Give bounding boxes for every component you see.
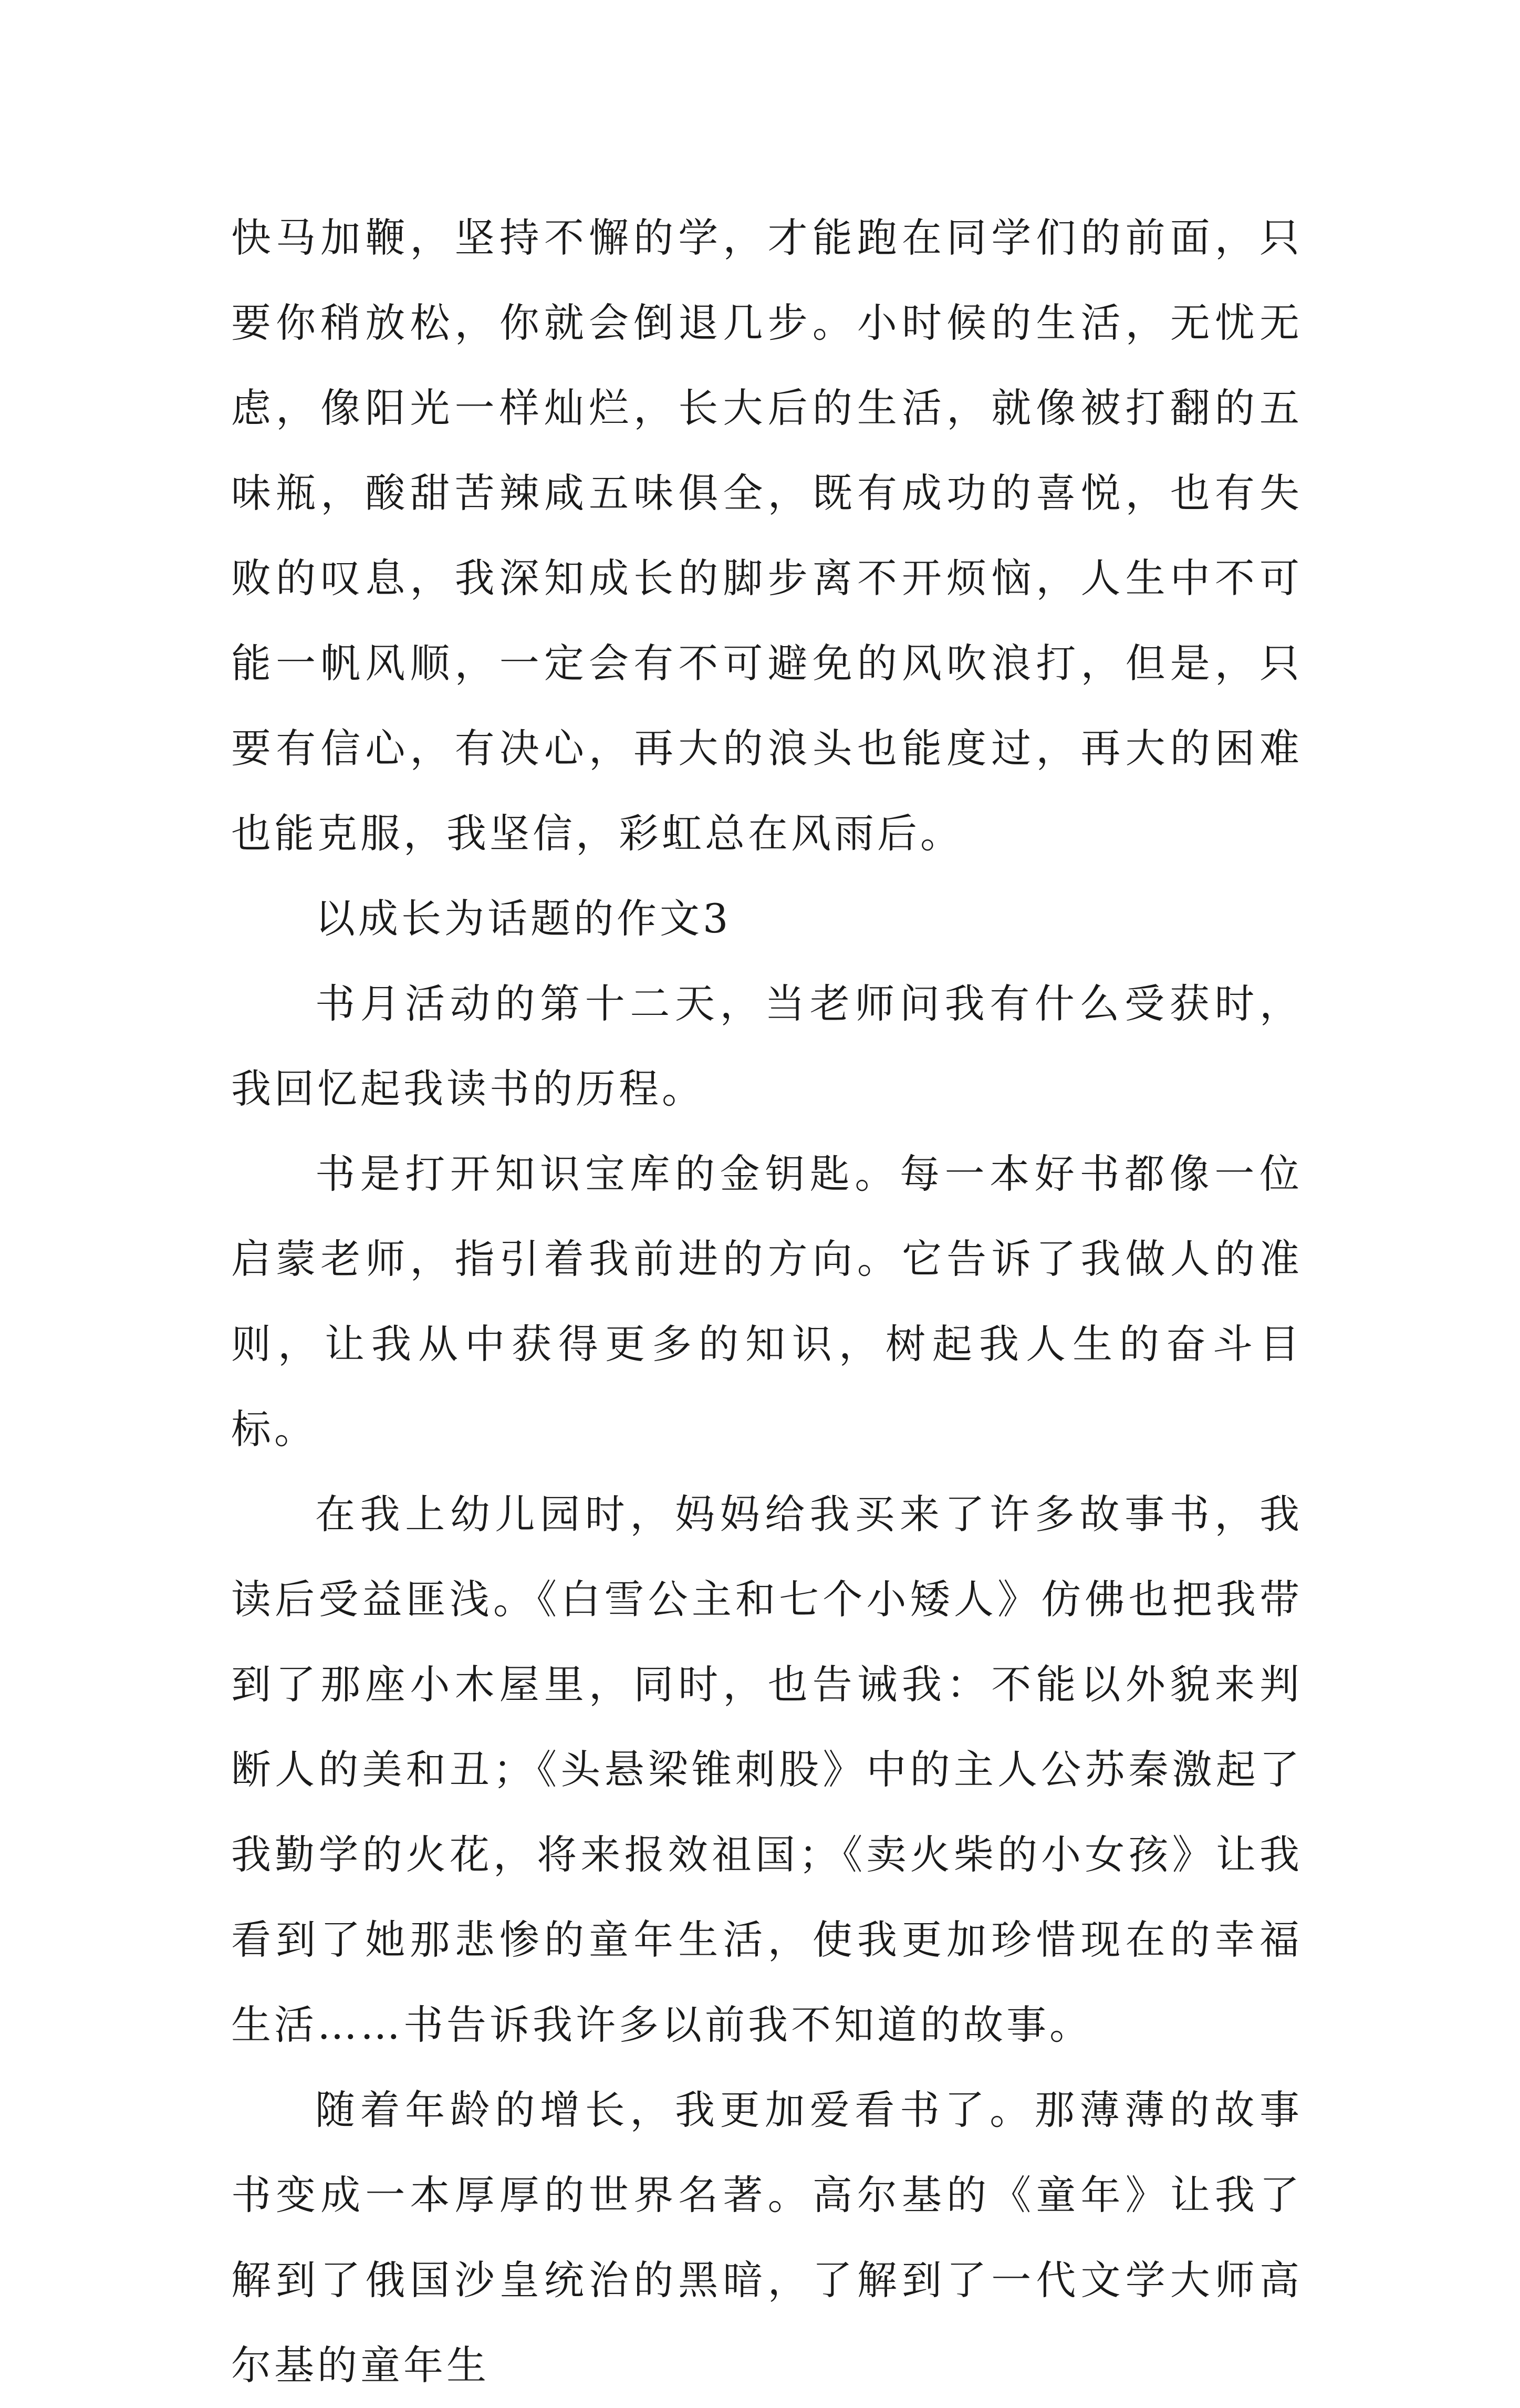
paragraph: 随着年龄的增长，我更加爱看书了。那薄薄的故事书变成一本厚厚的世界名著。高尔基的《童年》让我了解到了俄国沙皇统治的黑暗，了解到了一代文学大师高尔基的童年生 [231, 2087, 1303, 2389]
paragraph: 书是打开知识宝库的金钥匙。每一本好书都像一位启蒙老师，指引着我前进的方向。它告诉了我做人的准则，让我从中获得更多的知识，树起我人生的奋斗目标。 [231, 1150, 1303, 1452]
section-heading: 以成长为话题的作文3 [315, 895, 732, 942]
document-body [231, 195, 1303, 2408]
paragraph-continuation: 快马加鞭，坚持不懈的学，才能跑在同学们的前面，只要你稍放松，你就会倒退几步。小时候的生活，无忧无虑，像阳光一样灿烂，长大后的生活，就像被打翻的五味瓶，酸甜苦辣咸五味俱全，既有成功的喜悦，也有失败的叹息，我深知成长的脚步离不开烦恼，人生中不可能一帆风顺，一定会有不可避免的风吹浪打，但是，只要有信心，有决心，再大的浪头也能度过，再大的困难也能克服，我坚信，彩虹总在风雨后。 [231, 214, 1303, 857]
paragraph: 书月活动的第十二天，当老师问我有什么受获时，我回忆起我读书的历程。 [231, 980, 1303, 1112]
paragraph: 在我上幼儿园时，妈妈给我买来了许多故事书，我读后受益匪浅。《白雪公主和七个小矮人》仿佛也把我带到了那座小木屋里，同时，也告诫我：不能以外貌来判断人的美和丑；《头悬梁锥刺股》中的主人公苏秦激起了我勤学的火花，将来报效祖国；《卖火柴的小女孩》让我看到了她那悲惨的童年生活，使我更加珍惜现在的幸福生活……书告诉我许多以前我不知道的故事。 [231, 1491, 1303, 2048]
